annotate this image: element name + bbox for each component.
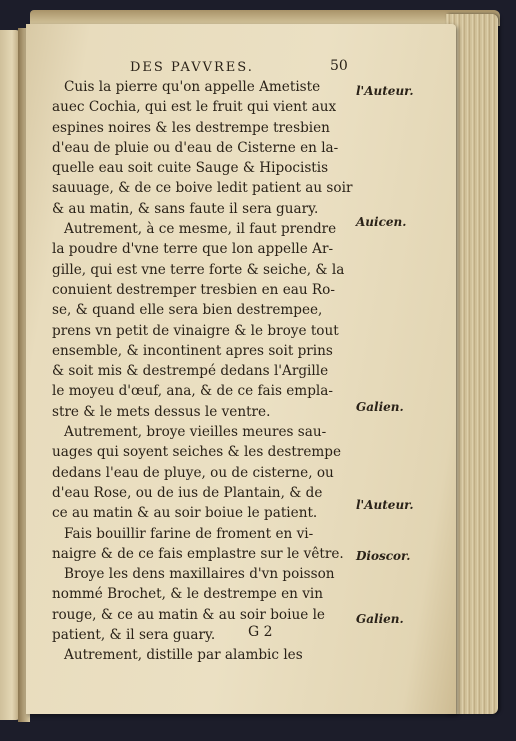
text-line: Cuis la pierre qu'on appelle Ametiste [64, 79, 321, 95]
text-line: conuient destremper tresbien en eau Ro- [52, 281, 335, 298]
text-line: Autrement, broye vieilles meures sau- [64, 424, 327, 441]
text-line: Autrement, distille par alambic les [64, 647, 303, 664]
text-line: patient, & il sera guary. [52, 627, 216, 644]
text-line: & au matin, & sans faute il sera guary. [52, 200, 319, 217]
text-line: & soit mis & destrempé dedans l'Argille [52, 363, 329, 380]
page-number: 50 [330, 58, 348, 74]
text-line: rouge, & ce au matin & au soir boiue le [52, 606, 325, 623]
margin-note: Dioscor. [356, 549, 411, 563]
text-line: le moyeu d'œuf, ana, & de ce fais empla- [52, 383, 333, 400]
text-line: prens vn petit de vinaigre & le broye tout [52, 322, 339, 339]
body-text [52, 77, 362, 666]
margin-note: Galien. [356, 400, 404, 414]
text-line: se, & quand elle sera bien destrempee, [52, 302, 323, 319]
text-line: quelle eau soit cuite Sauge & Hipocistis [52, 160, 329, 177]
text-line: la poudre d'vne terre que lon appelle Ar- [52, 241, 334, 258]
text-line: Autrement, à ce mesme, il faut prendre [64, 221, 337, 238]
text-line: ensemble, & incontinent apres soit prins [52, 342, 333, 359]
margin-note: Galien. [356, 612, 404, 626]
text-line: Fais bouillir farine de froment en vi- [64, 525, 314, 542]
text-line: sauuage, & de ce boive ledit patient au soir [52, 180, 353, 197]
text-line: stre & le mets dessus le ventre. [52, 403, 271, 420]
text-line: gille, qui est vne terre forte & seiche, & la [52, 261, 345, 278]
margin-note: Auicen. [356, 215, 407, 229]
running-title: DES PAVVRES. [130, 60, 254, 75]
text-line: nommé Brochet, & le destrempe en vin [52, 586, 323, 603]
margin-note: l'Auteur. [356, 84, 414, 98]
text-line: d'eau de pluie ou d'eau de Cisterne en la- [52, 139, 339, 156]
text-line: Broye les dens maxillaires d'vn poisson [64, 566, 335, 583]
margin-note: l'Auteur. [356, 498, 414, 512]
facing-page-edge [0, 30, 20, 720]
text-line: espines noires & les destrempe tresbien [52, 119, 330, 136]
text-line: naigre & de ce fais emplastre sur le vêtre. [52, 545, 344, 562]
text-line: auec Cochia, qui est le fruit qui vient aux [52, 99, 337, 116]
text-line: ce au matin & au soir boiue le patient. [52, 505, 318, 522]
page-header [130, 58, 360, 78]
text-line: uages qui soyent seiches & les destrempe [52, 444, 342, 461]
text-line: dedans l'eau de pluye, ou de cisterne, ou [52, 464, 334, 481]
signature-mark: G 2 [248, 624, 273, 640]
text-line: d'eau Rose, ou de ius de Plantain, & de [52, 484, 323, 501]
